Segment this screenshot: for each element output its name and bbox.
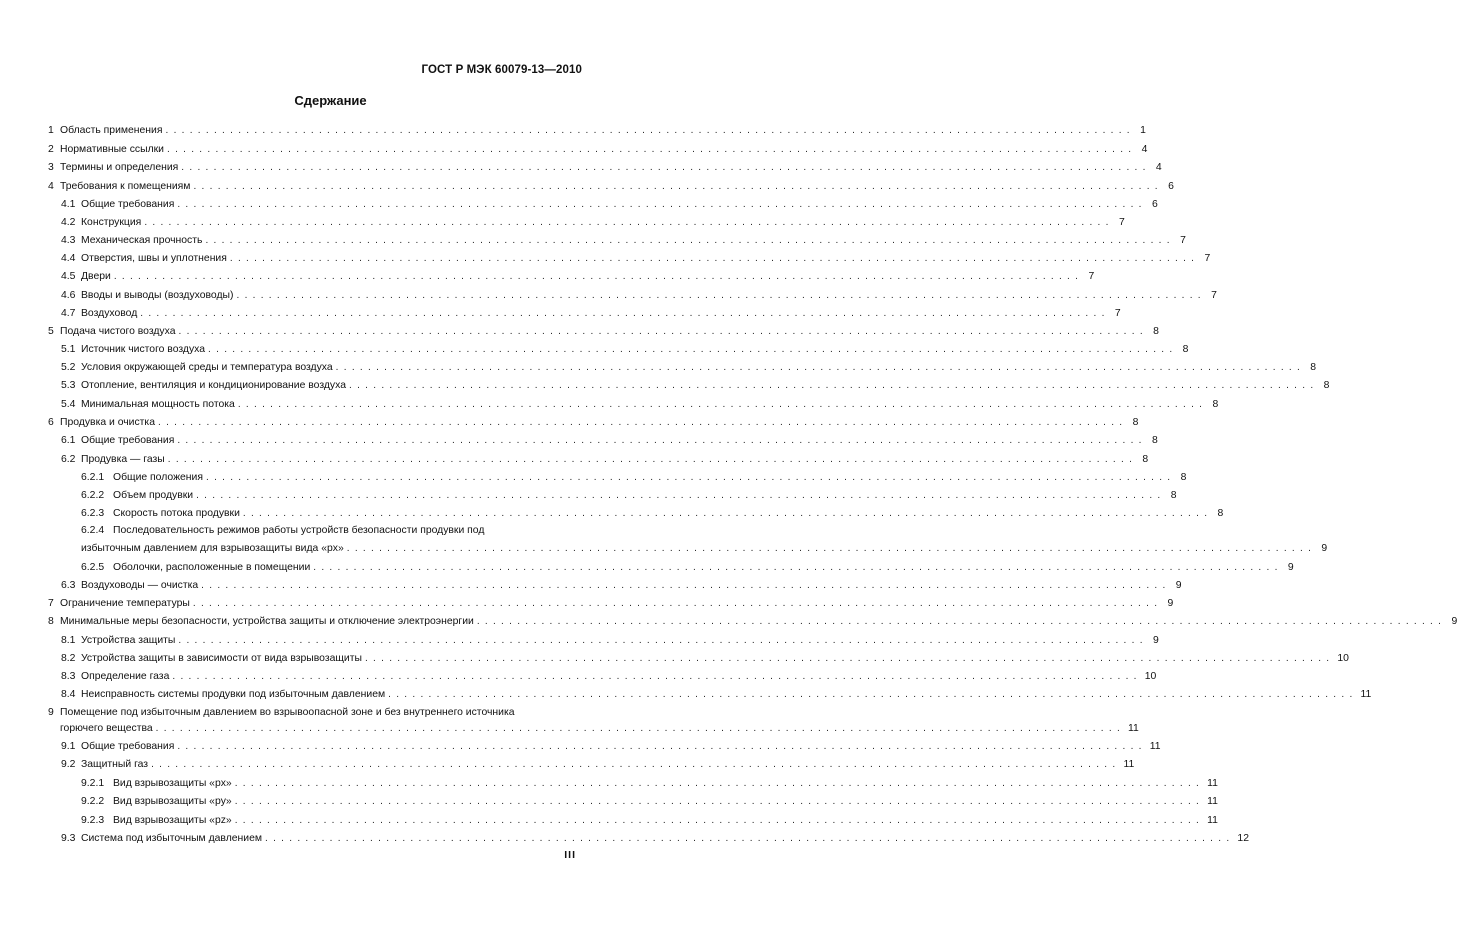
dot-leader: ........................................................................................................................ xyxy=(265,833,1235,844)
toc-entry-number: 4.3 xyxy=(61,235,76,246)
toc-entry-number: 4 xyxy=(48,181,54,192)
toc-entry-title: Источник чистого воздуха xyxy=(81,344,206,355)
dot-leader: ........................................................................................................................ xyxy=(205,472,1176,483)
toc-entry-number: 7 xyxy=(48,598,54,609)
dot-leader: ........................................................................................................................ xyxy=(205,235,1175,246)
toc-entry-title: горючего вещества xyxy=(60,723,153,734)
toc-entry-title: Воздуховод xyxy=(81,308,138,319)
toc-entry[interactable] xyxy=(0,415,1139,430)
dot-leader: ........................................................................................................................ xyxy=(193,181,1163,192)
dot-leader: ........................................................................................................................ xyxy=(208,344,1178,355)
toc-entry-page: 9 xyxy=(1321,543,1328,554)
dot-leader: ........................................................................................................................ xyxy=(155,723,1126,734)
dot-leader: ........................................................................................................................ xyxy=(335,362,1306,373)
dot-leader: ........................................................................................................................ xyxy=(234,815,1205,826)
toc-entry[interactable] xyxy=(0,324,1159,339)
toc-entry-title: Скорость потока продувки xyxy=(113,508,240,519)
toc-entry[interactable] xyxy=(0,596,1174,611)
toc-entry-title: Продувка и очистка xyxy=(60,417,155,428)
toc-entry-page: 8 xyxy=(1182,344,1189,355)
toc-entry-title: Вводы и выводы (воздуховоды) xyxy=(81,290,234,301)
dot-leader: ........................................................................................................................ xyxy=(234,796,1205,807)
toc-entry-number: 6.2.4 xyxy=(81,525,105,536)
toc-entry-title: Общие требования xyxy=(81,741,175,752)
toc-entry-number: 8.1 xyxy=(61,635,76,646)
toc-entry[interactable] xyxy=(0,306,1121,321)
toc-entry[interactable] xyxy=(0,288,1217,303)
toc-entry[interactable] xyxy=(0,614,1457,629)
toc-entry-page: 7 xyxy=(1180,235,1186,246)
toc-entry-title: Общие положения xyxy=(113,472,203,483)
toc-entry-number: 9.2.3 xyxy=(81,815,105,826)
toc-entry[interactable] xyxy=(0,705,661,720)
dot-leader: ........................................................................................................................ xyxy=(476,616,1447,627)
toc-entry[interactable] xyxy=(0,523,661,538)
toc-entry-number: 8.3 xyxy=(61,671,76,682)
toc-entry-number: 9.2 xyxy=(61,759,76,770)
toc-entry[interactable] xyxy=(0,739,1161,754)
dot-leader: ........................................................................................................................ xyxy=(234,778,1205,789)
toc-entry-title: Общие требования xyxy=(81,435,175,446)
toc-entry-page: 8 xyxy=(1153,326,1159,337)
toc-entry-page: 7 xyxy=(1204,253,1211,264)
toc-entry-number: 8.2 xyxy=(61,653,76,664)
dot-leader: ........................................................................................................................ xyxy=(388,689,1358,700)
dot-leader: ........................................................................................................................ xyxy=(364,653,1335,664)
toc-entry-page: 6 xyxy=(1151,199,1158,210)
dot-leader: ........................................................................................................................ xyxy=(177,199,1147,210)
toc-entry-page: 11 xyxy=(1207,815,1218,826)
toc-entry-page: 10 xyxy=(1144,671,1157,682)
toc-entry[interactable] xyxy=(0,269,1095,284)
toc-entry-title: Неисправность системы продувки под избыточным давлением xyxy=(81,689,386,700)
toc-entry-title: Вид взрывозащиты «pz» xyxy=(113,815,232,826)
toc-entry[interactable] xyxy=(0,251,1211,266)
toc-entry-number: 9.2.2 xyxy=(81,796,105,807)
toc-entry[interactable] xyxy=(0,470,1187,485)
dot-leader: ........................................................................................................................ xyxy=(201,580,1171,591)
toc-entry-title: Вид взрывозащиты «px» xyxy=(113,778,232,789)
toc-entry-page: 9 xyxy=(1287,562,1294,573)
toc-entry-number: 4.2 xyxy=(61,217,76,228)
dot-leader: ........................................................................................................................ xyxy=(177,741,1147,752)
toc-entry-page: 11 xyxy=(1149,741,1161,752)
toc-entry-title: избыточным давлением для взрывозащиты вида «px» xyxy=(81,543,344,554)
toc-entry-title: Последовательность режимов работы устройств безопасности продувки под xyxy=(113,525,485,536)
toc-entry-page: 7 xyxy=(1088,271,1095,282)
toc-entry-number: 3 xyxy=(48,162,54,173)
dot-leader: ........................................................................................................................ xyxy=(178,635,1148,646)
toc-entry-title: Механическая прочность xyxy=(81,235,203,246)
toc-entry-page: 4 xyxy=(1141,144,1148,155)
dot-leader: ........................................................................................................................ xyxy=(172,671,1142,682)
toc-entry-page: 4 xyxy=(1155,162,1162,173)
toc-entry-number: 4.5 xyxy=(61,271,76,282)
dot-leader: ........................................................................................................................ xyxy=(242,508,1213,519)
toc-entry-page: 8 xyxy=(1217,508,1224,519)
toc-entry-page: 11 xyxy=(1360,689,1372,700)
toc-entry[interactable] xyxy=(0,488,1177,503)
toc-entry[interactable] xyxy=(0,813,1218,828)
toc-entry[interactable] xyxy=(0,397,1219,412)
dot-leader: ........................................................................................................................ xyxy=(236,290,1206,301)
toc-entry-title: Объем продувки xyxy=(113,490,194,501)
toc-entry-page: 8 xyxy=(1151,435,1158,446)
toc-entry-title: Продувка — газы xyxy=(81,454,165,465)
toc-entry-page: 9 xyxy=(1451,616,1457,627)
toc-entry-number: 9.3 xyxy=(61,833,76,844)
dot-leader: ........................................................................................................................ xyxy=(167,454,1138,465)
toc-entry-title: Минимальная мощность потока xyxy=(81,399,235,410)
toc-entry-page: 9 xyxy=(1153,635,1159,646)
toc-entry-title: Конструкция xyxy=(81,217,142,228)
toc-entry[interactable] xyxy=(0,452,1149,467)
toc-entry-title: Требования к помещениям xyxy=(60,181,191,192)
toc-entry[interactable] xyxy=(0,831,1249,846)
toc-entry-number: 6.2 xyxy=(61,454,76,465)
toc-entry[interactable] xyxy=(0,360,1317,375)
toc-entry-number: 2 xyxy=(48,144,54,155)
dot-leader: ........................................................................................................................ xyxy=(178,326,1148,337)
dot-leader: ........................................................................................................................ xyxy=(349,380,1319,391)
toc-entry[interactable] xyxy=(0,560,1294,575)
toc-entry-title: Минимальные меры безопасности, устройства защиты и отключение электроэнергии xyxy=(60,616,474,627)
toc-entry[interactable] xyxy=(0,541,1328,556)
toc-entry-page: 8 xyxy=(1180,472,1187,483)
toc-entry[interactable] xyxy=(0,160,1162,175)
toc-entry-title: Подача чистого воздуха xyxy=(60,326,176,337)
dot-leader: ........................................................................................................................ xyxy=(196,490,1166,501)
dot-leader: ........................................................................................................................ xyxy=(144,217,1114,228)
dot-leader: ........................................................................................................................ xyxy=(165,125,1135,136)
toc-entry-title: Устройства защиты xyxy=(81,635,176,646)
toc-entry-page: 7 xyxy=(1118,217,1125,228)
toc-entry-page: 11 xyxy=(1123,759,1135,770)
dot-leader: ........................................................................................................................ xyxy=(157,417,1128,428)
toc-entry-number: 6.2.1 xyxy=(81,472,105,483)
toc-entry-number: 5.3 xyxy=(61,380,76,391)
toc-entry-number: 6 xyxy=(48,417,54,428)
toc-entry[interactable] xyxy=(0,179,1174,194)
toc-entry-title: Вид взрывозащиты «py» xyxy=(113,796,232,807)
toc-entry-number: 5.1 xyxy=(61,344,76,355)
toc-entry[interactable] xyxy=(0,123,1146,138)
dot-leader: ........................................................................................................................ xyxy=(346,543,1317,554)
toc-entry-number: 8 xyxy=(48,616,54,627)
toc-entry-title: Помещение под избыточным давлением во взрывоопасной зоне и без внутреннего источника xyxy=(60,707,515,718)
toc-entry-page: 7 xyxy=(1114,308,1121,319)
document-code: ГОСТ Р МЭК 60079-13—2010 xyxy=(421,64,582,76)
toc-entry[interactable] xyxy=(0,378,1330,393)
dot-leader: ........................................................................................................................ xyxy=(140,308,1110,319)
page-title: Сдержание xyxy=(294,93,367,108)
toc-entry-page: 8 xyxy=(1323,380,1330,391)
toc-entry-page: 12 xyxy=(1237,833,1249,844)
toc-entry-number: 4.6 xyxy=(61,290,76,301)
dot-leader: ........................................................................................................................ xyxy=(192,598,1163,609)
toc-entry-title: Определение газа xyxy=(81,671,170,682)
toc-entry-title: Ограничение температуры xyxy=(60,598,190,609)
dot-leader: ........................................................................................................................ xyxy=(177,435,1147,446)
toc-entry-page: 8 xyxy=(1170,490,1177,501)
toc-entry[interactable] xyxy=(0,687,1372,702)
toc-entry-page: 10 xyxy=(1337,653,1349,664)
toc-entry-page: 11 xyxy=(1128,723,1139,734)
toc-entry-title: Устройства защиты в зависимости от вида взрывозащиты xyxy=(81,653,362,664)
toc-entry[interactable] xyxy=(0,669,1157,684)
toc-entry[interactable] xyxy=(0,794,1218,809)
toc-entry-number: 5.2 xyxy=(61,362,76,373)
toc-entry-page: 8 xyxy=(1132,417,1139,428)
toc-entry[interactable] xyxy=(0,233,1186,248)
toc-entry-title: Воздуховоды — очистка xyxy=(81,580,199,591)
toc-entry-title: Система под избыточным давлением xyxy=(81,833,263,844)
toc-entry-title: Оболочки, расположенные в помещении xyxy=(113,562,311,573)
toc-entry-number: 4.7 xyxy=(61,308,76,319)
toc-entry-number: 4.4 xyxy=(61,253,76,264)
toc-entry-number: 9.1 xyxy=(61,741,76,752)
toc-entry-page: 6 xyxy=(1168,181,1174,192)
toc-entry[interactable] xyxy=(0,215,1125,230)
toc-entry-number: 6.1 xyxy=(61,435,76,446)
toc-entry-page: 7 xyxy=(1211,290,1217,301)
toc-entry-page: 9 xyxy=(1167,598,1174,609)
toc-entry[interactable] xyxy=(0,578,1182,593)
toc-entry[interactable] xyxy=(0,342,1189,357)
toc-entry-title: Отверстия, швы и уплотнения xyxy=(81,253,227,264)
toc-entry-number: 5.4 xyxy=(61,399,76,410)
toc-entry-number: 9.2.1 xyxy=(81,778,105,789)
toc-entry-number: 9 xyxy=(48,707,54,718)
toc-entry[interactable] xyxy=(0,506,1224,521)
toc-entry-title: Нормативные ссылки xyxy=(60,144,164,155)
toc-entry-number: 6.2.3 xyxy=(81,508,105,519)
toc-entry[interactable] xyxy=(0,433,1158,448)
dot-leader: ........................................................................................................................ xyxy=(313,562,1283,573)
dot-leader: ........................................................................................................................ xyxy=(237,399,1208,410)
toc-entry[interactable] xyxy=(0,197,1158,212)
toc-entry[interactable] xyxy=(0,721,1139,736)
toc-entry[interactable] xyxy=(0,651,1349,666)
toc-entry-page: 8 xyxy=(1212,399,1219,410)
toc-entry[interactable] xyxy=(0,776,1218,791)
toc-entry-title: Условия окружающей среды и температура воздуха xyxy=(81,362,333,373)
toc-entry-title: Отопление, вентиляция и кондиционирование воздуха xyxy=(81,380,346,391)
toc-entry-page: 1 xyxy=(1140,125,1146,136)
toc-entry-title: Общие требования xyxy=(81,199,175,210)
toc-entry-number: 6.2.5 xyxy=(81,562,105,573)
dot-leader: ........................................................................................................................ xyxy=(229,253,1200,264)
toc-entry-page: 8 xyxy=(1142,454,1149,465)
page-number: III xyxy=(564,849,576,861)
toc-entry-page: 11 xyxy=(1207,796,1218,807)
toc-entry-number: 5 xyxy=(48,326,54,337)
toc-entry-title: Область применения xyxy=(60,125,163,136)
toc-entry-page: 11 xyxy=(1207,778,1218,789)
toc-entry-title: Защитный газ xyxy=(81,759,149,770)
toc-entry-number: 6.3 xyxy=(61,580,76,591)
toc-entry-number: 4.1 xyxy=(61,199,76,210)
toc-entry-number: 8.4 xyxy=(61,689,76,700)
toc-entry[interactable] xyxy=(0,142,1148,157)
dot-leader: ........................................................................................................................ xyxy=(166,144,1137,155)
toc-entry[interactable] xyxy=(0,633,1159,648)
dot-leader: ........................................................................................................................ xyxy=(151,759,1121,770)
toc-entry-page: 8 xyxy=(1310,362,1317,373)
toc-entry-number: 6.2.2 xyxy=(81,490,105,501)
dot-leader: ........................................................................................................................ xyxy=(181,162,1151,173)
toc-entry-title: Термины и определения xyxy=(60,162,179,173)
dot-leader: ........................................................................................................................ xyxy=(113,271,1084,282)
toc-entry-number: 1 xyxy=(48,125,54,136)
toc-entry[interactable] xyxy=(0,757,1135,772)
toc-entry-title: Двери xyxy=(81,271,111,282)
toc-entry-page: 9 xyxy=(1175,580,1182,591)
